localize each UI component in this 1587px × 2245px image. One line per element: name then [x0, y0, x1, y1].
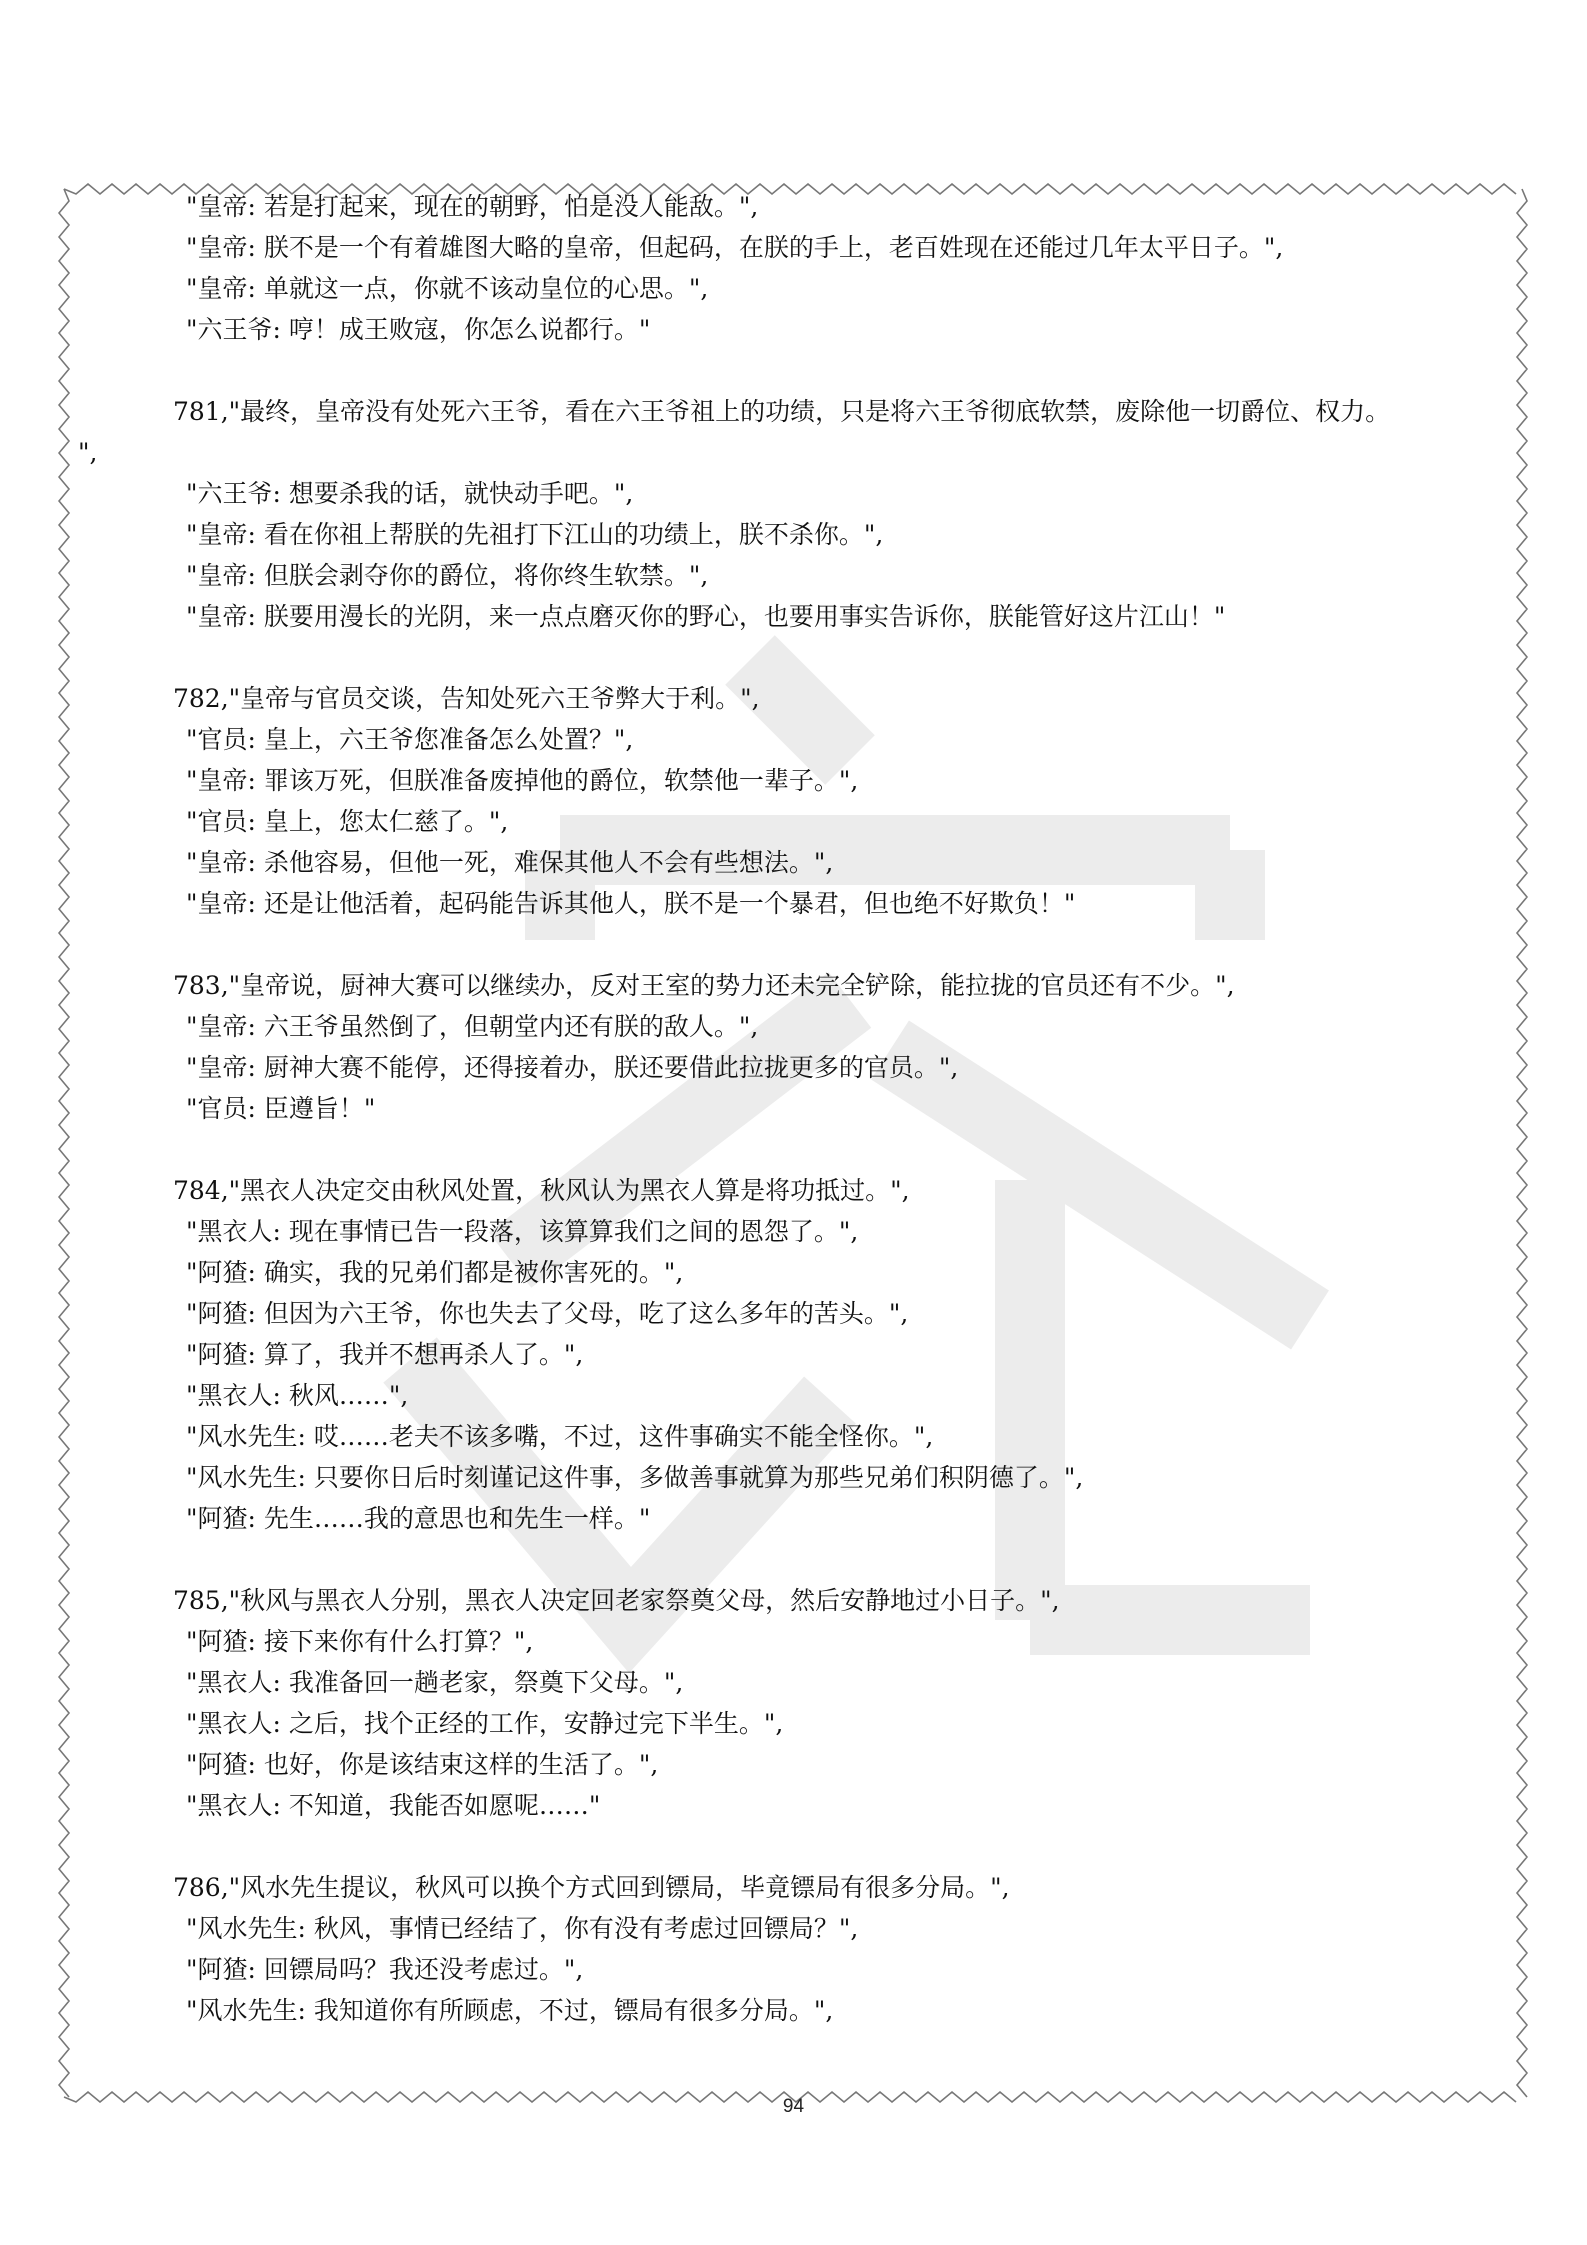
dialogue-line: "官员: 皇上，六王爷您准备怎么处置？",	[186, 725, 634, 754]
paragraph-gap	[78, 350, 1528, 391]
paragraph-gap	[78, 1129, 1528, 1170]
paragraph-gap	[78, 1826, 1528, 1867]
dialogue-line: "皇帝: 若是打起来，现在的朝野，怕是没人能敌。",	[186, 192, 759, 221]
dialogue-line: "皇帝: 厨神大赛不能停，还得接着办，朕还要借此拉拢更多的官员。",	[186, 1053, 959, 1082]
paragraph-gap	[78, 637, 1528, 678]
dialogue-line: "六王爷: 想要杀我的话，就快动手吧。",	[186, 479, 634, 508]
scene-heading: 785,"秋风与黑衣人分别，黑衣人决定回老家祭奠父母，然后安静地过小日子。",	[173, 1586, 1060, 1615]
dialogue-line: "皇帝: 还是让他活着，起码能告诉其他人，朕不是一个暴君，但也绝不好欺负！"	[186, 889, 1076, 918]
dialogue-line: "皇帝: 罪该万死，但朕准备废掉他的爵位，软禁他一辈子。",	[186, 766, 859, 795]
dialogue-line: "黑衣人: 不知道，我能否如愿呢……"	[186, 1791, 601, 1820]
dialogue-line: "黑衣人: 秋风……",	[186, 1381, 409, 1410]
dialogue-line: "阿猹: 也好，你是该结束这样的生活了。",	[186, 1750, 659, 1779]
scene-heading: 781,"最终，皇帝没有处死六王爷，看在六王爷祖上的功绩，只是将六王爷彻底软禁，废除他一切爵位、权力。	[173, 397, 1391, 426]
scene-heading: 783,"皇帝说，厨神大赛可以继续办，反对王室的势力还未完全铲除，能拉拢的官员还有不少。",	[173, 971, 1235, 1000]
dialogue-line: "六王爷: 哼！成王败寇，你怎么说都行。"	[186, 315, 651, 344]
dialogue-line: "皇帝: 杀他容易，但他一死，难保其他人不会有些想法。",	[186, 848, 834, 877]
dialogue-line: "风水先生: 只要你日后时刻谨记这件事，多做善事就算为那些兄弟们积阴德了。",	[186, 1463, 1084, 1492]
dialogue-line: "皇帝: 看在你祖上帮朕的先祖打下江山的功绩上，朕不杀你。",	[186, 520, 884, 549]
dialogue-line: "皇帝: 朕要用漫长的光阴，来一点点磨灭你的野心，也要用事实告诉你，朕能管好这片江山！"	[186, 602, 1226, 631]
dialogue-line: "阿猹: 确实，我的兄弟们都是被你害死的。",	[186, 1258, 684, 1287]
dialogue-line: "皇帝: 但朕会剥夺你的爵位，将你终生软禁。",	[186, 561, 709, 590]
dialogue-line: "黑衣人: 之后，找个正经的工作，安静过完下半生。",	[186, 1709, 784, 1738]
page-number: 94	[782, 2096, 805, 2117]
dialogue-line: "皇帝: 六王爷虽然倒了，但朝堂内还有朕的敌人。",	[186, 1012, 759, 1041]
dialogue-line: "阿猹: 算了，我并不想再杀人了。",	[186, 1340, 584, 1369]
dialogue-line: "阿猹: 回镖局吗？我还没考虑过。",	[186, 1955, 584, 1984]
border-zigzag	[59, 189, 69, 2097]
dialogue-line: "皇帝: 单就这一点，你就不该动皇位的心思。",	[186, 274, 709, 303]
dialogue-line: "阿猹: 但因为六王爷，你也失去了父母，吃了这么多年的苦头。",	[186, 1299, 909, 1328]
scene-heading: 786,"风水先生提议，秋风可以换个方式回到镖局，毕竟镖局有很多分局。",	[173, 1873, 1010, 1902]
dialogue-line: "风水先生: 我知道你有所顾虑，不过，镖局有很多分局。",	[186, 1996, 834, 2025]
dialogue-line: "官员: 皇上，您太仁慈了。",	[186, 807, 509, 836]
dialogue-line: "皇帝: 朕不是一个有着雄图大略的皇帝，但起码，在朕的手上，老百姓现在还能过几年太平日子。",	[186, 233, 1284, 262]
dialogue-line: "黑衣人: 我准备回一趟老家，祭奠下父母。",	[186, 1668, 684, 1697]
scene-heading-continuation: ",	[78, 438, 98, 467]
paragraph-gap	[78, 924, 1528, 965]
dialogue-line: "官员: 臣遵旨！"	[186, 1094, 376, 1123]
dialogue-line: "黑衣人: 现在事情已告一段落，该算算我们之间的恩怨了。",	[186, 1217, 859, 1246]
dialogue-line: "阿猹: 接下来你有什么打算？",	[186, 1627, 534, 1656]
paragraph-gap	[78, 1539, 1528, 1580]
scene-heading: 784,"黑衣人决定交由秋风处置，秋风认为黑衣人算是将功抵过。",	[173, 1176, 910, 1205]
dialogue-line: "风水先生: 哎……老夫不该多嘴，不过，这件事确实不能全怪你。",	[186, 1422, 934, 1451]
dialogue-line: "风水先生: 秋风，事情已经结了，你有没有考虑过回镖局？",	[186, 1914, 859, 1943]
dialogue-line: "阿猹: 先生……我的意思也和先生一样。"	[186, 1504, 651, 1533]
dialogue-text	[78, 186, 1528, 2031]
scene-heading: 782,"皇帝与官员交谈，告知处死六王爷弊大于利。",	[173, 684, 760, 713]
